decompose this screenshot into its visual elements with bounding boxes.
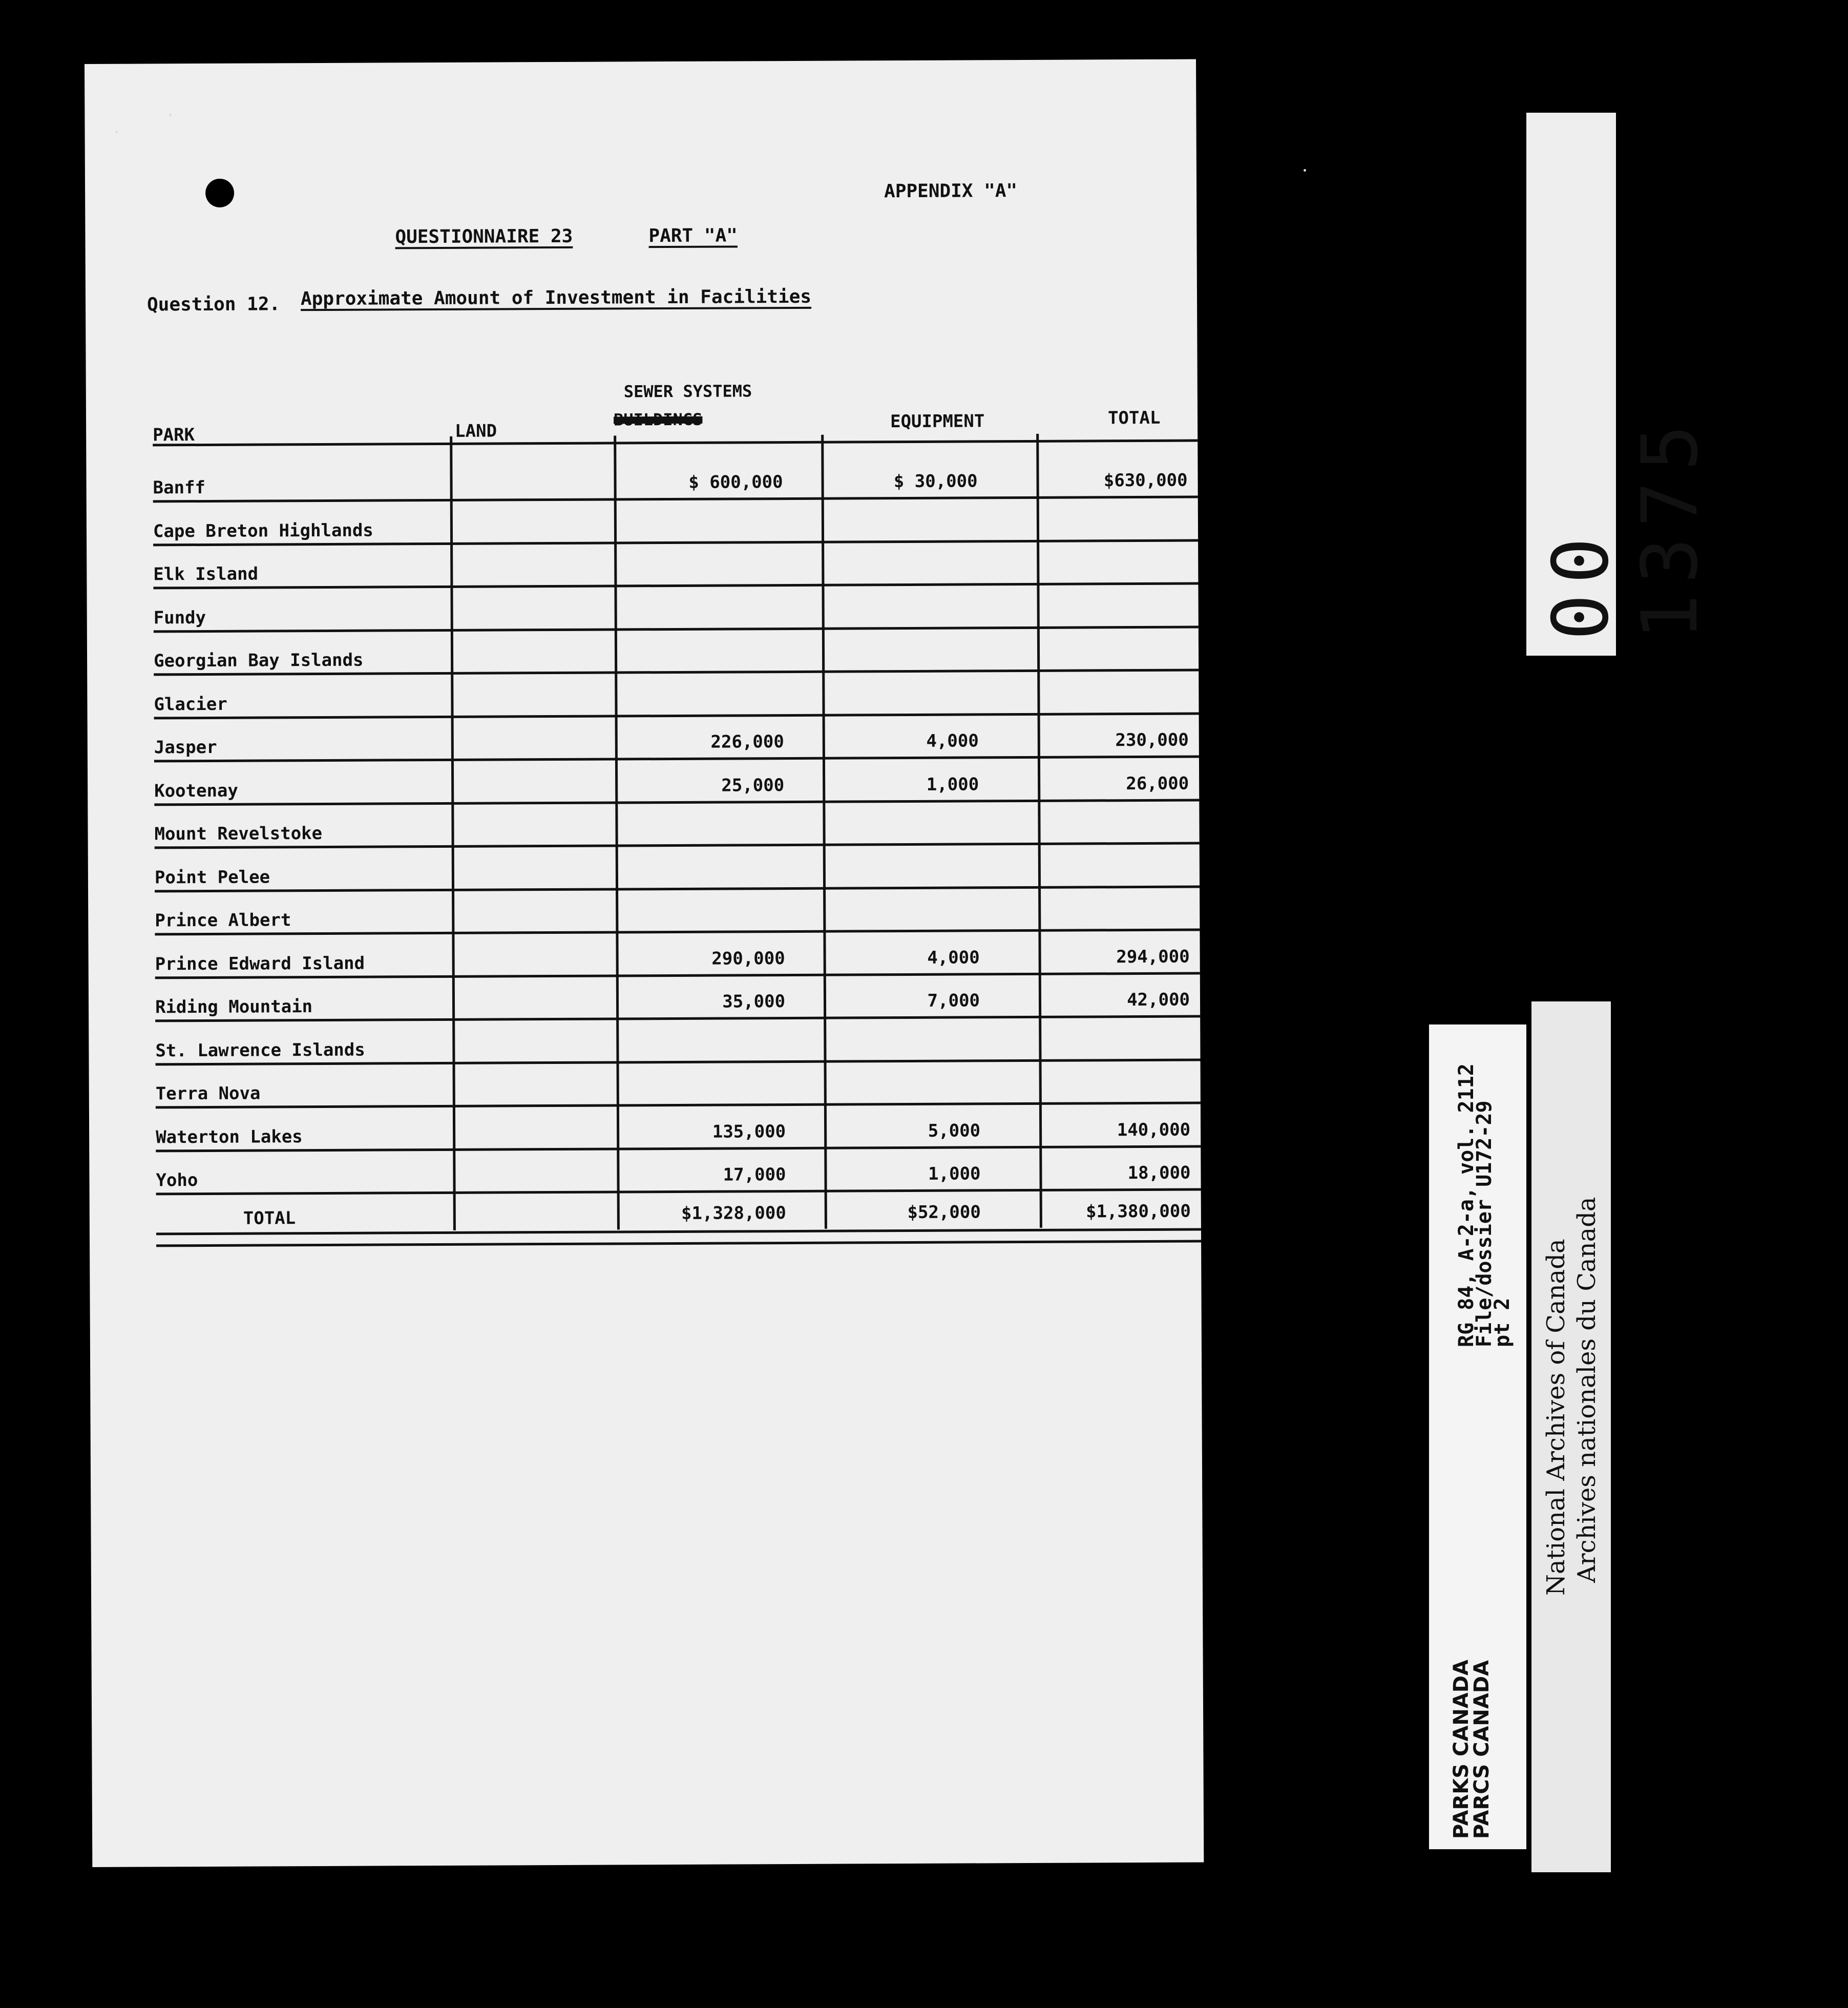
punch-hole [205,179,234,207]
equipment-value [842,1097,980,1098]
park-name: Elk Island [153,563,259,585]
facilities-value [630,665,784,666]
total-value: 42,000 [1127,989,1190,1011]
table-row [155,886,1200,933]
table-row [154,756,1199,803]
double-rule [156,1228,1201,1247]
total-value: 26,000 [1126,773,1189,794]
table-row [153,496,1198,543]
reference-line-1: RG 84, A-2-a, vol. 2112 [1455,1063,1478,1347]
park-name: Prince Edward Island [155,953,365,974]
park-name: Terra Nova [155,1083,261,1104]
park-name: Waterton Lakes [156,1126,303,1147]
header-equipment: EQUIPMENT [890,411,985,432]
table-row [155,929,1200,976]
park-name: Jasper [154,737,217,758]
header-land: LAND [455,421,497,442]
total-value [1052,1053,1190,1054]
total-value: $630,000 [1103,470,1188,491]
table-row [156,1059,1201,1106]
investment-table [153,367,1201,1252]
table-row [153,453,1198,500]
table-row [153,582,1198,630]
table-row [156,1102,1201,1149]
archives-english: National Archives of Canada [1542,1239,1570,1596]
park-name: Point Pelee [154,866,270,888]
equipment-value [840,621,978,622]
equipment-value: $ 30,000 [893,471,978,492]
total-value [1051,880,1189,881]
park-name: Georgian Bay Islands [153,650,364,672]
archives-french: Archives nationales du Canada [1572,1197,1601,1583]
total-value: 294,000 [1116,946,1190,967]
park-name: Mount Revelstoke [154,823,323,845]
park-name: St. Lawrence Islands [155,1039,365,1061]
park-name: Prince Albert [155,910,291,931]
total-value [1050,620,1188,621]
facilities-value [631,882,785,883]
table-row [154,713,1199,760]
facilities-value: 290,000 [711,948,785,969]
equipment-value [842,1054,980,1055]
total-value: 230,000 [1115,729,1189,751]
facilities-value: $ 600,000 [688,472,783,493]
film-speck [1304,169,1306,172]
question-number: Question 12. [146,294,281,316]
total-equipment: $52,000 [907,1202,981,1223]
agency-french: PARCS CANADA [1470,1660,1494,1839]
table-row [155,972,1200,1020]
header-total: TOTAL [1107,407,1161,429]
table-row [154,669,1199,717]
equipment-value: 1,000 [926,773,979,795]
park-name: Riding Mountain [155,996,313,1018]
facilities-value [630,622,784,623]
reference-line-2: File/dossier U172-29 [1473,1100,1496,1347]
facilities-value: 35,000 [722,991,786,1012]
total-value [1051,837,1189,838]
table-row [155,842,1200,890]
equipment-value: 5,000 [928,1120,981,1141]
questionnaire-part: PART "A" [648,225,738,247]
grand-total: $1,380,000 [1086,1201,1191,1222]
appendix-label: APPENDIX "A" [884,180,1018,202]
frame-number-strip [1526,113,1715,656]
facilities-value: 135,000 [712,1121,786,1142]
table-row [153,539,1198,587]
film-speck [115,131,118,133]
facilities-value: 17,000 [723,1164,786,1185]
facilities-value [632,1098,786,1099]
header-sewer-systems: SEWER SYSTEMS [623,381,752,402]
park-name: Fundy [153,607,206,628]
total-label: TOTAL [243,1208,296,1229]
frame-number: 00 1375 [1537,414,1715,640]
header-park: PARK [153,425,195,446]
equipment-value [840,664,978,665]
park-name: Cape Breton Highlands [153,520,373,541]
equipment-value: 1,000 [928,1163,981,1184]
question-text: Approximate Amount of Investment in Facilities [300,286,812,310]
total-row [156,1184,1201,1231]
header-buildings-struck: BUILDINGS [613,409,703,430]
total-value: 18,000 [1127,1162,1191,1184]
equipment-value [841,924,979,925]
questionnaire-title: QUESTIONNAIRE 23 [395,225,573,248]
total-facilities: $1,328,000 [681,1203,786,1224]
facilities-value [632,1055,785,1056]
film-speck [169,114,172,116]
facilities-value: 226,000 [710,731,784,752]
table-row [154,626,1199,674]
park-name: Yoho [156,1170,198,1191]
equipment-value [841,881,979,882]
equipment-value: 4,000 [926,730,979,751]
agency-english: PARKS CANADA [1450,1659,1473,1839]
document-page [85,59,1204,1867]
total-value [1049,577,1188,578]
reference-line-3: pt 2 [1490,1298,1514,1347]
equipment-value: 7,000 [927,990,980,1011]
park-name: Banff [153,477,206,498]
header-rule [153,440,1198,447]
park-name: Kootenay [154,780,239,801]
table-row [154,799,1199,847]
facilities-value: 25,000 [721,775,785,796]
equipment-value: 4,000 [927,947,980,968]
table-row [155,1015,1200,1063]
facilities-value [631,925,785,926]
total-value: 140,000 [1117,1119,1191,1140]
park-name: Glacier [154,694,227,715]
